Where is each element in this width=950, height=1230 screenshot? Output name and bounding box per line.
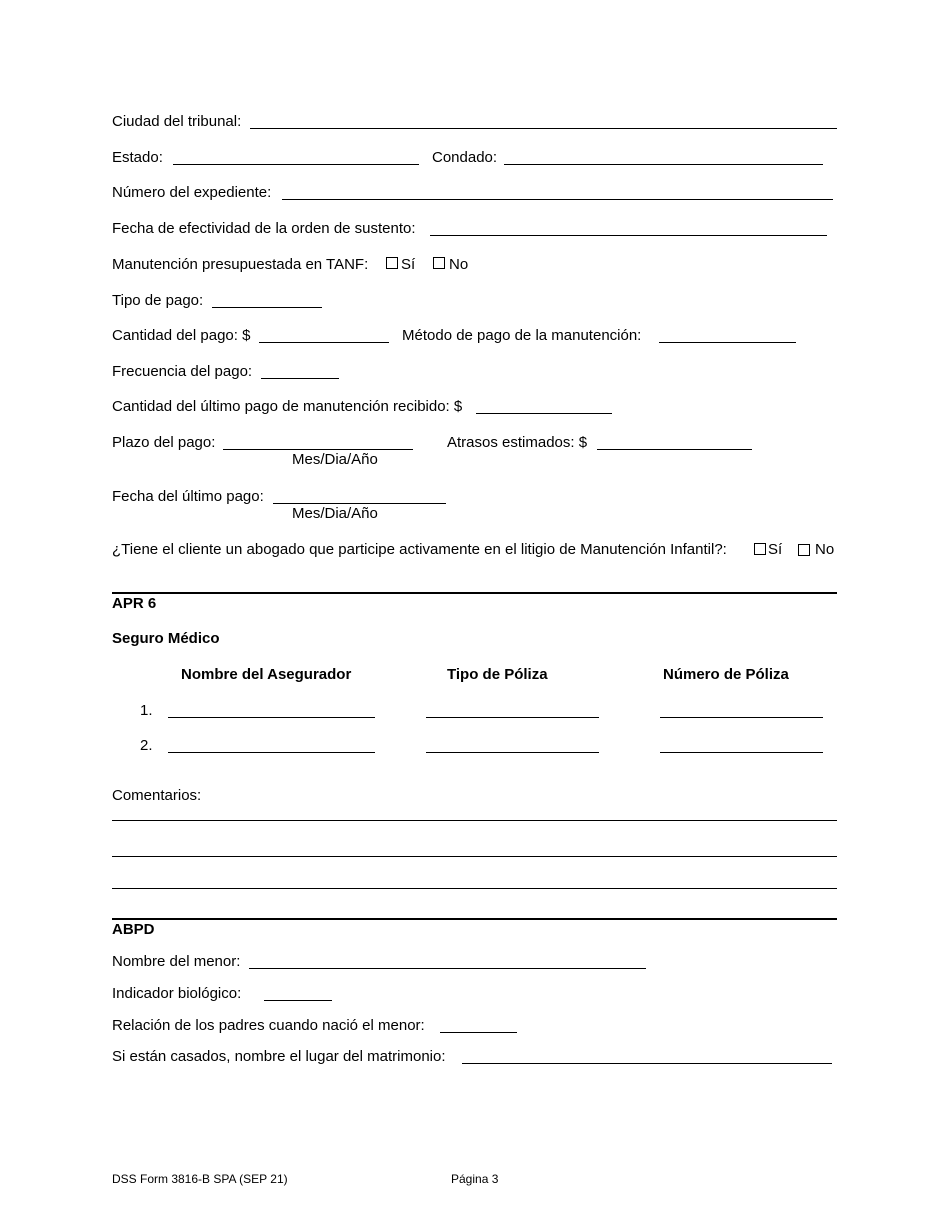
- insurance-subheading: Seguro Médico: [112, 630, 220, 647]
- policy-type-field-1[interactable]: [426, 717, 599, 718]
- arrears-field[interactable]: [597, 449, 752, 450]
- county-field[interactable]: [504, 164, 823, 165]
- parents-relation-field[interactable]: [440, 1032, 517, 1033]
- insurer-name-field-1[interactable]: [168, 717, 375, 718]
- tanf-yes-checkbox[interactable]: [386, 257, 398, 269]
- payment-method-field[interactable]: [659, 342, 796, 343]
- tanf-yes-label: Sí: [401, 256, 416, 273]
- payment-amount-field[interactable]: [259, 342, 389, 343]
- payment-type-field[interactable]: [212, 307, 322, 308]
- child-name-field[interactable]: [249, 968, 646, 969]
- attorney-no-checkbox[interactable]: [798, 544, 810, 556]
- parents-relation-label: Relación de los padres cuando nació el menor:: [112, 1017, 425, 1034]
- support-order-date-label: Fecha de efectividad de la orden de sustento:: [112, 220, 416, 237]
- payment-term-date-hint: Mes/Dia/Año: [292, 451, 378, 468]
- insurer-name-header: Nombre del Asegurador: [181, 666, 352, 683]
- tanf-no-label: No: [449, 256, 469, 273]
- county-label: Condado:: [432, 149, 498, 166]
- state-label: Estado:: [112, 149, 163, 166]
- comments-line-3[interactable]: [112, 888, 837, 889]
- policy-number-header: Número de Póliza: [663, 666, 789, 683]
- policy-number-field-1[interactable]: [660, 717, 823, 718]
- arrears-label: Atrasos estimados: $: [447, 434, 588, 451]
- payment-type-label: Tipo de pago:: [112, 292, 204, 309]
- comments-label: Comentarios:: [112, 787, 202, 804]
- attorney-yes-checkbox[interactable]: [754, 543, 766, 555]
- state-field[interactable]: [173, 164, 419, 165]
- last-payment-amount-field[interactable]: [476, 413, 612, 414]
- payment-method-label: Método de pago de la manutención:: [402, 327, 642, 344]
- payment-term-field[interactable]: [223, 449, 413, 450]
- payment-frequency-label: Frecuencia del pago:: [112, 363, 253, 380]
- last-payment-date-field[interactable]: [273, 503, 446, 504]
- court-city-label: Ciudad del tribunal:: [112, 113, 242, 130]
- payment-term-label: Plazo del pago:: [112, 434, 216, 451]
- payment-frequency-field[interactable]: [261, 378, 339, 379]
- last-payment-date-label: Fecha del último pago:: [112, 488, 264, 505]
- comments-line-2[interactable]: [112, 856, 837, 857]
- bio-indicator-label: Indicador biológico:: [112, 985, 242, 1002]
- policy-type-header: Tipo de Póliza: [447, 666, 548, 683]
- bio-indicator-field[interactable]: [264, 1000, 332, 1001]
- tanf-label: Manutención presupuestada en TANF:: [112, 256, 369, 273]
- last-payment-amount-label: Cantidad del último pago de manutención recibido: $: [112, 398, 463, 415]
- insurance-row-number: 1.: [140, 702, 153, 719]
- attorney-no-label: No: [815, 541, 835, 558]
- file-number-field[interactable]: [282, 199, 833, 200]
- policy-number-field-2[interactable]: [660, 752, 823, 753]
- abpd-heading: ABPD: [112, 921, 155, 938]
- section-divider: [112, 918, 837, 920]
- comments-line-1[interactable]: [112, 820, 837, 821]
- last-payment-date-hint: Mes/Dia/Año: [292, 505, 378, 522]
- insurance-row-number: 2.: [140, 737, 153, 754]
- attorney-question: ¿Tiene el cliente un abogado que participe activamente en el litigio de Manutención Infantil?:: [112, 541, 727, 558]
- tanf-no-checkbox[interactable]: [433, 257, 445, 269]
- section-divider: [112, 592, 837, 594]
- support-order-date-field[interactable]: [430, 235, 827, 236]
- page-number: Página 3: [451, 1172, 499, 1186]
- marriage-place-field[interactable]: [462, 1063, 832, 1064]
- insurer-name-field-2[interactable]: [168, 752, 375, 753]
- form-id: DSS Form 3816-B SPA (SEP 21): [112, 1172, 288, 1186]
- apr6-heading: APR 6: [112, 595, 157, 612]
- attorney-yes-label: Sí: [768, 541, 783, 558]
- payment-amount-label: Cantidad del pago: $: [112, 327, 251, 344]
- file-number-label: Número del expediente:: [112, 184, 272, 201]
- marriage-place-label: Si están casados, nombre el lugar del matrimonio:: [112, 1048, 446, 1065]
- policy-type-field-2[interactable]: [426, 752, 599, 753]
- court-city-field[interactable]: [250, 128, 837, 129]
- child-name-label: Nombre del menor:: [112, 953, 241, 970]
